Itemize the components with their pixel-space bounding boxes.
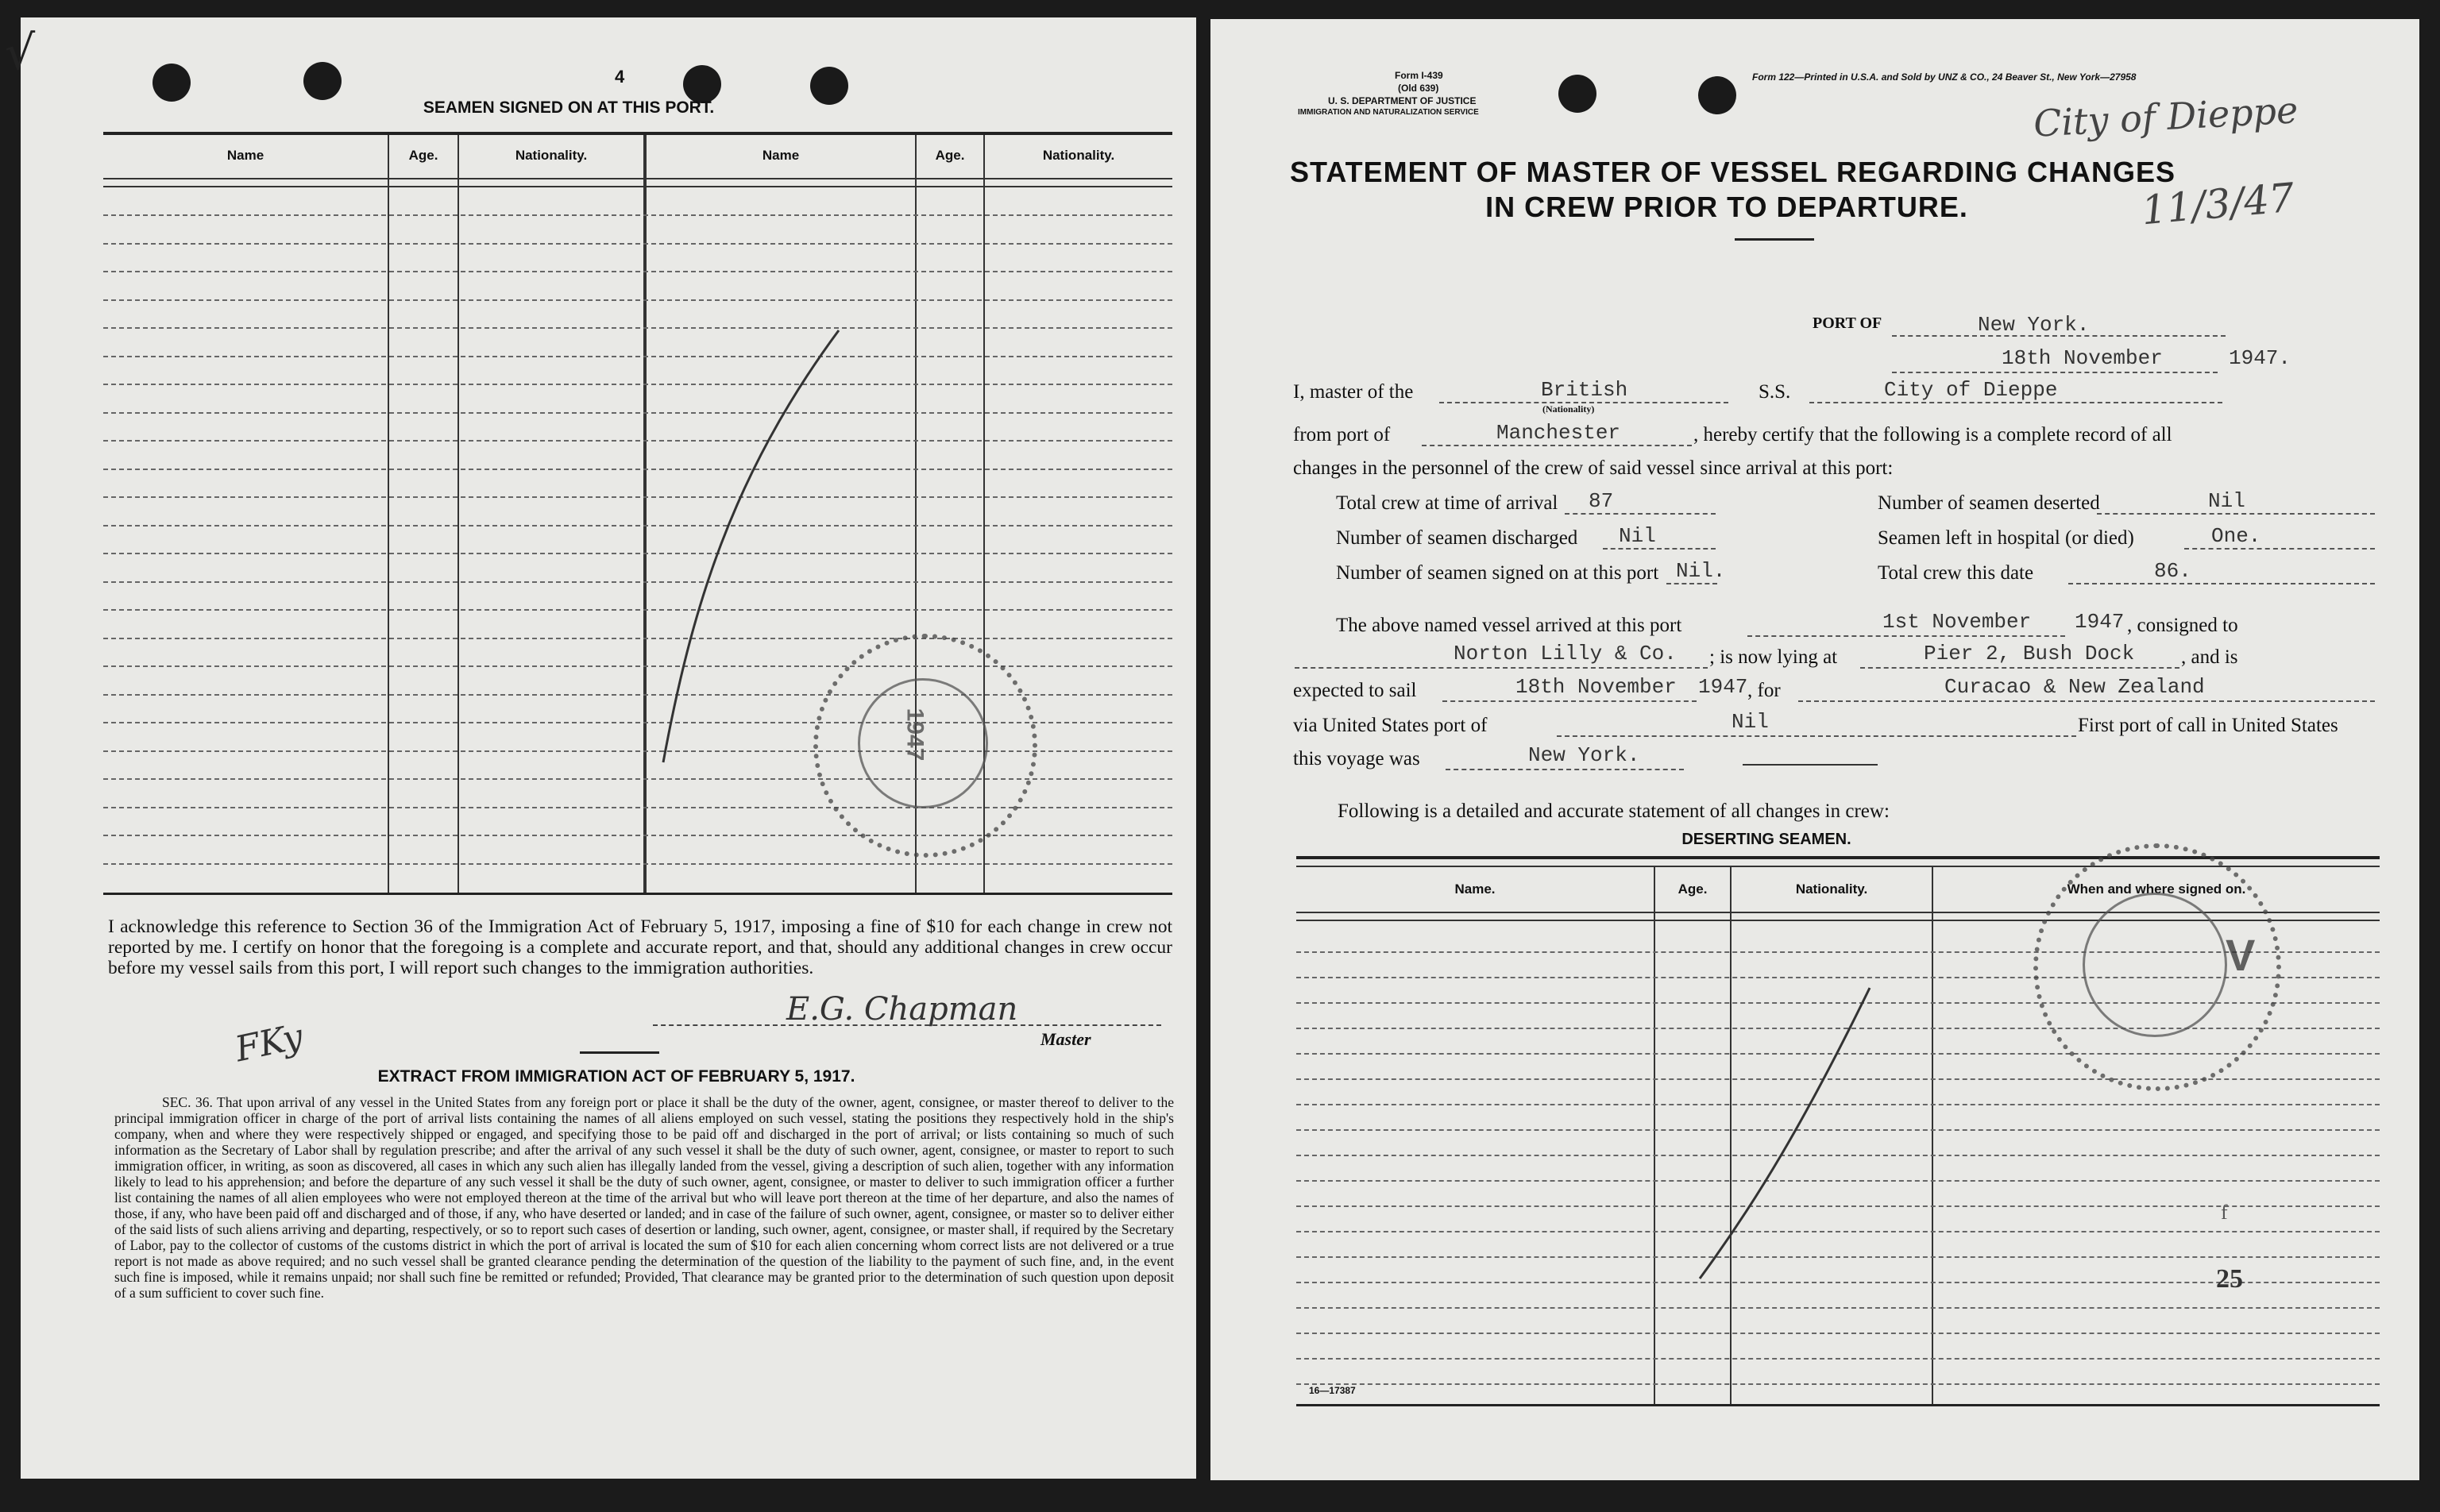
- port-label: PORT OF: [1813, 314, 1882, 332]
- service: IMMIGRATION AND NATURALIZATION SERVICE: [1298, 108, 1479, 117]
- date-year: 1947.: [2229, 346, 2291, 370]
- signed-on-label: Number of seamen signed on at this port: [1336, 562, 1659, 584]
- page-number: 4: [615, 67, 625, 87]
- column-header-age: Age.: [1678, 881, 1708, 897]
- master-label: I, master of the: [1293, 381, 1414, 403]
- from-port-value: Manchester: [1496, 421, 1621, 445]
- arrived-year: 1947: [2075, 610, 2125, 634]
- statute-label: SEC. 36.: [162, 1094, 213, 1110]
- form-title-line1: STATEMENT OF MASTER OF VESSEL REGARDING CHANGES: [1290, 156, 2176, 188]
- deserting-title: DESERTING SEAMEN.: [1681, 831, 1851, 848]
- punch-hole: [1558, 75, 1596, 113]
- left-page: [5, 17, 1196, 1479]
- destination-value: Curacao & New Zealand: [1944, 675, 2205, 699]
- punch-hole: [810, 67, 848, 105]
- discharged-label: Number of seamen discharged: [1336, 527, 1578, 549]
- title-divider: [1735, 238, 1814, 241]
- column-header-when-where: When and where signed on.: [2067, 881, 2246, 897]
- changes-text: changes in the personnel of the crew of said vessel since arrival at this port:: [1293, 457, 1894, 479]
- and-is-label: , and is: [2181, 646, 2238, 668]
- via-value: Nil: [1732, 710, 1769, 734]
- master-signature: E.G. Chapman: [786, 991, 1018, 1028]
- department: U. S. DEPARTMENT OF JUSTICE: [1328, 95, 1477, 106]
- for-label: , for: [1747, 680, 1781, 701]
- hospital-label: Seamen left in hospital (or died): [1878, 527, 2134, 549]
- first-port-label: First port of call in United States: [2078, 715, 2338, 736]
- via-line: [1557, 735, 2076, 737]
- discharged-line: [1603, 548, 1716, 550]
- date-line: [1892, 372, 2218, 373]
- certify-text: , hereby certify that the following is a complete record of all: [1693, 424, 2172, 446]
- lying-line: [1860, 667, 2179, 669]
- voyage-divider: [1743, 764, 1878, 766]
- voyage-label: this voyage was: [1293, 748, 1420, 770]
- lying-label: ; is now lying at: [1709, 646, 1838, 668]
- column-header-nationality: Nationality.: [1795, 881, 1868, 897]
- printer-note: Form 122—Printed in U.S.A. and Sold by UNZ & CO., 24 Beaver St., New York—27958: [1752, 71, 2137, 83]
- voyage-line: [1446, 769, 1684, 770]
- pencil-number: 25: [2216, 1264, 2243, 1294]
- signed-on-line: [1666, 583, 1717, 584]
- from-port-line: [1422, 445, 1692, 446]
- total-date-value: 86.: [2154, 559, 2191, 583]
- immigration-stamp: 1947: [813, 634, 1037, 858]
- ship-line: [1809, 402, 2222, 403]
- column-header-age: Age.: [935, 148, 965, 163]
- sail-line: [1442, 700, 1697, 702]
- expected-label: expected to sail: [1293, 680, 1417, 701]
- column-header-name: Name.: [1454, 881, 1496, 897]
- consignee-line: [1295, 667, 1708, 669]
- form-number: Form I-439: [1395, 70, 1443, 81]
- column-header-age: Age.: [408, 148, 438, 163]
- arrived-label: The above named vessel arrived at this port: [1336, 615, 1682, 636]
- arrived-line: [1747, 635, 2065, 637]
- footer-code: 16—17387: [1309, 1385, 1356, 1396]
- immigration-stamp: V: [2033, 843, 2281, 1091]
- total-date-line: [2068, 583, 2375, 584]
- form-old: (Old 639): [1398, 83, 1439, 94]
- column-header-name: Name: [762, 148, 800, 163]
- check-mark: √: [5, 25, 36, 81]
- arrived-value: 1st November: [1882, 610, 2032, 634]
- date-value: 18th November: [2002, 346, 2163, 370]
- hospital-line: [2184, 548, 2375, 550]
- sail-year: 1947: [1698, 675, 1748, 699]
- consigned-label: , consigned to: [2127, 615, 2238, 636]
- divider: [580, 1051, 659, 1054]
- total-date-label: Total crew this date: [1878, 562, 2034, 584]
- total-arrival-line: [1565, 513, 1716, 515]
- punch-hole: [683, 65, 721, 103]
- form-title-line2: IN CREW PRIOR TO DEPARTURE.: [1485, 191, 1968, 223]
- punch-hole: [303, 62, 342, 100]
- initials: FKy: [231, 1016, 307, 1070]
- acknowledgement-text: I acknowledge this reference to Section 36 of the Immigration Act of February 5, 1917, imposing a fine of $10 for each change in crew not reported by me. I certify on honor that the foregoing is a complete and accurate report, and that, should any additional changes in crew occur before my vessel sails from this port, I will report such changes to the immigration authorities.: [108, 916, 1172, 978]
- total-arrival-label: Total crew at time of arrival: [1336, 492, 1558, 514]
- punch-hole: [152, 64, 191, 102]
- discharged-value: Nil: [1619, 524, 1656, 548]
- column-header-nationality: Nationality.: [515, 148, 588, 163]
- deserted-line: [2097, 513, 2375, 515]
- destination-line: [1798, 700, 2375, 702]
- ss-label: S.S.: [1759, 381, 1791, 403]
- nationality-value: British: [1541, 378, 1628, 402]
- sail-value: 18th November: [1515, 675, 1677, 699]
- page-title: SEAMEN SIGNED ON AT THIS PORT.: [423, 98, 715, 117]
- pencil-mark: f: [2221, 1201, 2228, 1224]
- extract-title: EXTRACT FROM IMMIGRATION ACT OF FEBRUARY 5, 1917.: [377, 1067, 855, 1086]
- total-arrival-value: 87: [1589, 489, 1614, 513]
- statute-body: That upon arrival of any vessel in the United States from any foreign port or place it shall be the duty of the owner, agent, consignee, or master thereof to deliver to the principal immigration officer in charge of the port of arrival lists containing the names of all aliens employed on such vessel, stating the positions they respectively hold in the ship's company, when and where they were respectively shipped or engaged, and specifying those to be paid off and discharged in the port of arrival; or lists containing so much of such information as the Secretary of Labor shall by regulation prescribe; and after the arrival of any such vessel it shall be the duty of such owner, agent, consignee, or master to report to such immigration officer, in writing, as soon as discovered, all cases in which any such alien has illegally landed from the vessel, giving a description of such alien, together with any information likely to lead to his apprehension; and before the departure of any such vessel it shall be the duty of such owner, agent, consignee, or master to deliver to such immigration officer a further list containing the names of all alien employees who were not employed thereon at the time of the arrival but who will leave port thereon at the time of her departure, and also the names of those, if any, who have been paid off and discharged and of those, if any, who have deserted or landed; and in case of the failure of such owner, agent, consignee, or master so to deliver either of the said lists of such aliens arriving and departing, respectively, or so to report such cases of desertion or landing, such owner, agent, consignee, or master shall, if required by the Secretary of Labor, pay to the collector of customs of the customs district in which the port of arrival is located the sum of $10 for each alien concerning whom correct lists are not delivered or a true report is not made as above required; and no such vessel shall be granted clearance pending the determination of the question of the liability to the payment of such fine, and, in the event such fine is imposed, while it remains unpaid; nor shall such fine be remitted or refunded; Provided, That clearance may be granted prior to the determination of such question upon deposit of a sum sufficient to cover such fine.: [114, 1094, 1174, 1301]
- handwritten-date: 11/3/47: [2139, 174, 2296, 234]
- voyage-value: New York.: [1528, 743, 1640, 767]
- signed-on-value: Nil.: [1676, 559, 1726, 583]
- nationality-caption: (Nationality): [1542, 403, 1595, 415]
- deserted-value: Nil: [2208, 489, 2245, 513]
- lying-value: Pier 2, Bush Dock: [1924, 642, 2135, 665]
- consignee-value: Norton Lilly & Co.: [1454, 642, 1677, 665]
- column-header-nationality: Nationality.: [1042, 148, 1115, 163]
- statute-text: [114, 1094, 1174, 1301]
- deserted-label: Number of seamen deserted: [1878, 492, 2100, 514]
- from-port-label: from port of: [1293, 424, 1391, 446]
- ship-value: City of Dieppe: [1884, 378, 2058, 402]
- port-value: New York.: [1978, 313, 2090, 337]
- punch-hole: [1698, 76, 1736, 114]
- signature-line: [653, 1024, 1161, 1026]
- handwritten-ship: City of Dieppe: [2032, 88, 2299, 145]
- via-label: via United States port of: [1293, 715, 1488, 736]
- column-header-name: Name: [226, 148, 264, 163]
- following-text: Following is a detailed and accurate statement of all changes in crew:: [1338, 800, 1890, 822]
- signature-role: Master: [1040, 1029, 1091, 1049]
- hospital-value: One.: [2211, 524, 2261, 548]
- right-page: [1210, 19, 2419, 1480]
